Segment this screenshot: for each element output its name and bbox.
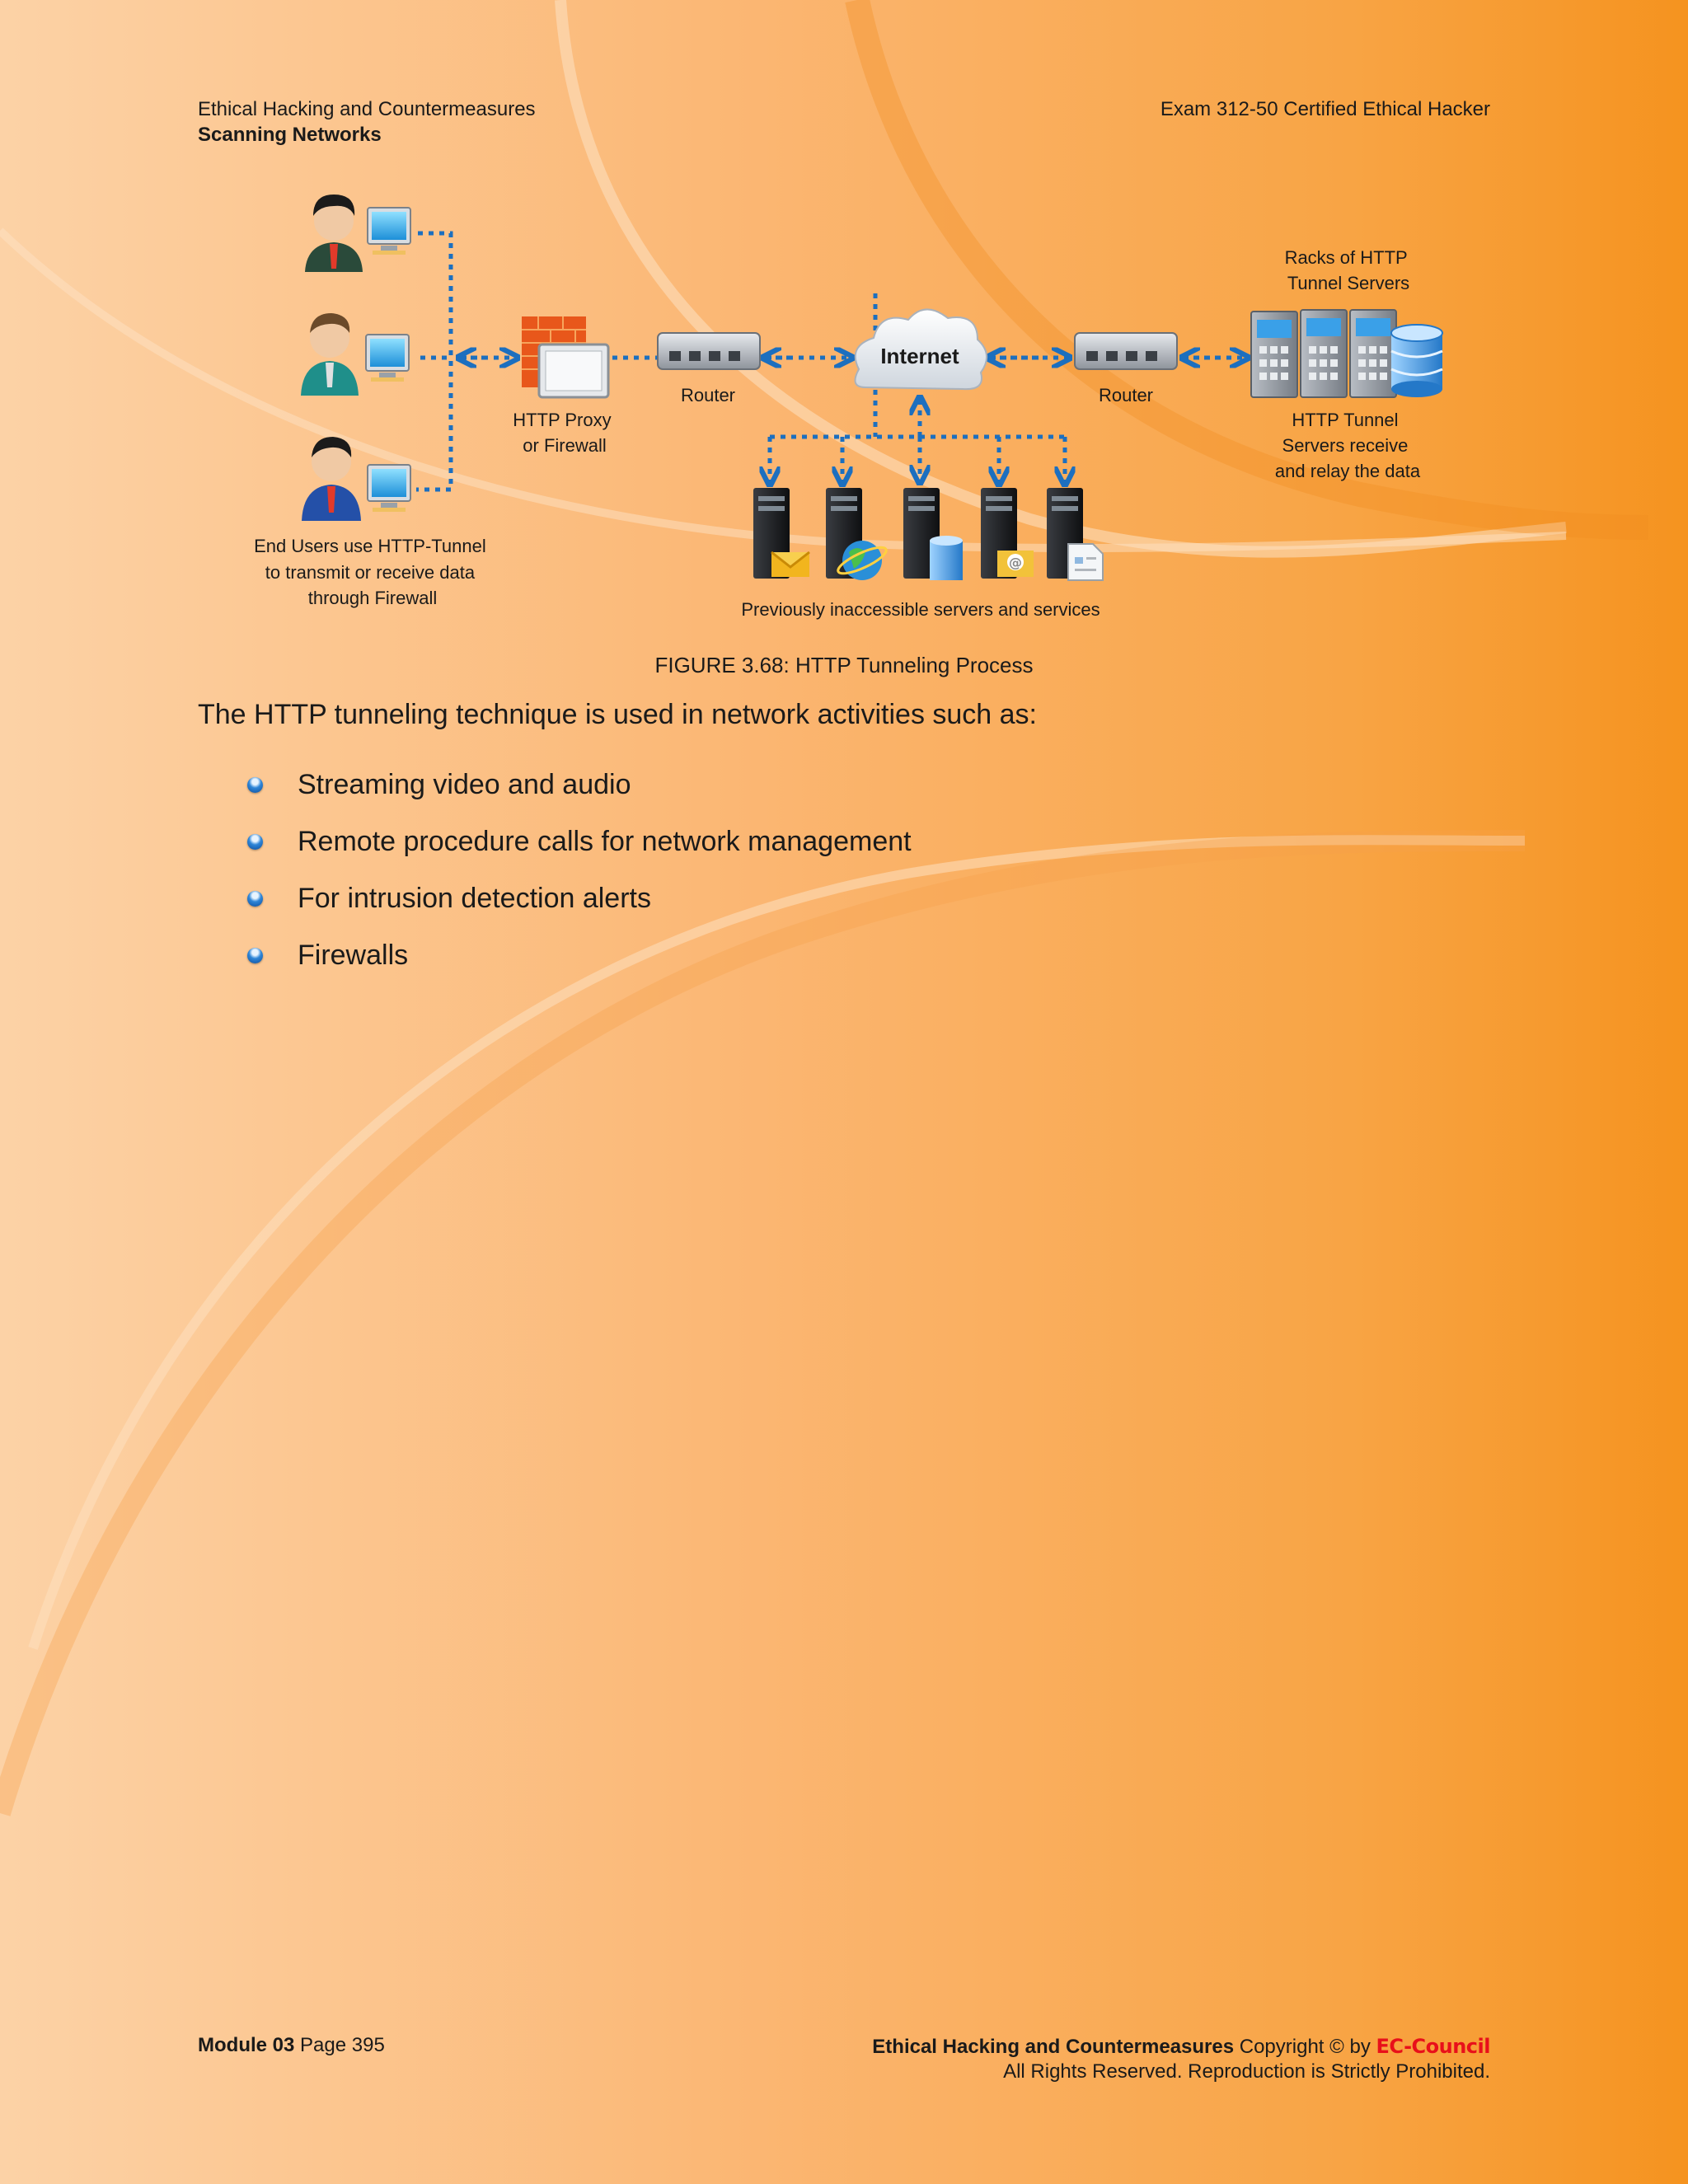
router-icon (658, 333, 760, 369)
firewall-icon (522, 316, 608, 397)
monitor-icon (368, 208, 410, 255)
mail-server-icon (753, 488, 809, 579)
router-icon (1075, 333, 1177, 369)
figure-caption: FIGURE 3.68: HTTP Tunneling Process (654, 653, 1034, 677)
router-left-label: Router (680, 385, 736, 405)
footer-copyright (872, 2034, 1490, 2084)
header-book-title: Ethical Hacking and Countermeasures (198, 98, 536, 120)
tunnel-servers-label: HTTP Tunnel Servers receive and relay the data (1274, 410, 1421, 481)
end-user-3 (302, 437, 361, 521)
bullet-icon (247, 834, 263, 850)
intro-text: The HTTP tunneling technique is used in network activities such as: (198, 699, 1038, 730)
web-server-icon (826, 488, 889, 580)
svg-text:@: @ (1009, 555, 1022, 570)
servers-caption: Previously inaccessible servers and services (741, 599, 1100, 620)
internet-label: Internet (880, 344, 959, 368)
footer-module: Module 03 (198, 2034, 295, 2056)
proxy-label: HTTP Proxy or Firewall (513, 410, 612, 456)
end-user-2 (301, 313, 359, 396)
ec-council-logo: EC-Council (1376, 2035, 1490, 2058)
footer-page-info (198, 2034, 385, 2057)
server-rack-icon (1350, 310, 1396, 397)
header-module-name: Scanning Networks (198, 124, 382, 146)
list-item: Firewalls (247, 927, 912, 984)
bullet-icon (247, 948, 263, 963)
footer-page: Page 395 (300, 2034, 385, 2056)
racks-label: Racks of HTTP Tunnel Servers (1284, 247, 1410, 293)
end-user-1 (305, 194, 363, 272)
database-server-icon (903, 488, 963, 580)
footer-rights: All Rights Reserved. Reproduction is Strictly Prohibited. (1003, 2060, 1490, 2083)
list-item: For intrusion detection alerts (247, 870, 912, 927)
router-right-label: Router (1098, 385, 1154, 405)
http-tunneling-diagram (0, 0, 1688, 659)
connection-lines (416, 233, 875, 490)
server-rack-icon (1251, 312, 1297, 397)
bullet-icon (247, 777, 263, 793)
email-server-icon (981, 488, 1034, 579)
list-item: Remote procedure calls for network management (247, 813, 912, 870)
file-server-icon (1047, 488, 1103, 580)
footer-book-title: Ethical Hacking and Countermeasures (872, 2036, 1235, 2058)
end-users-caption: End Users use HTTP-Tunnel to transmit or receive data through Firewall (254, 536, 486, 608)
monitor-icon (366, 335, 409, 382)
header-exam-title: Exam 312-50 Certified Ethical Hacker (1160, 98, 1490, 120)
bullet-icon (247, 891, 263, 907)
server-rack-icon (1301, 310, 1347, 397)
monitor-icon (368, 465, 410, 512)
bullet-list (247, 757, 912, 984)
list-item: Streaming video and audio (247, 757, 912, 813)
footer-copyright-text: Copyright © by (1239, 2036, 1371, 2058)
database-icon (1391, 325, 1442, 397)
